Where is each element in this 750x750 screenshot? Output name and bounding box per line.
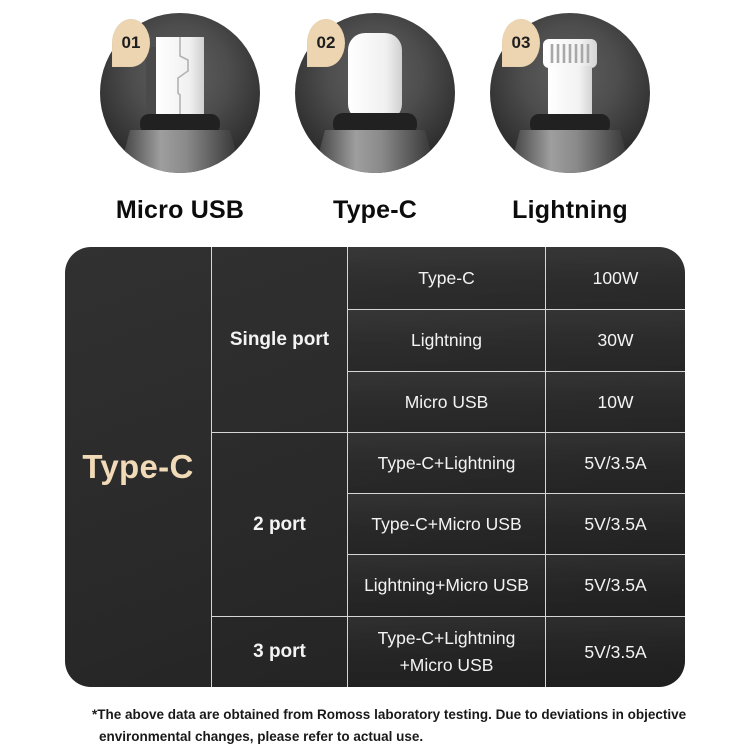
step-number: 02: [316, 33, 336, 52]
value-cell: 10W: [545, 371, 685, 432]
connector-label-type-c: Type-C: [332, 196, 418, 224]
output-spec-table: [65, 247, 685, 687]
value-cell: 5V/3.5A: [545, 493, 685, 554]
value-cell: 100W: [545, 247, 685, 309]
value-cell: 5V/3.5A: [545, 554, 685, 616]
combo-cell: Lightning+Micro USB: [347, 554, 545, 616]
connector-label-micro-usb: Micro USB: [115, 196, 245, 224]
value-cell: 5V/3.5A: [545, 432, 685, 493]
footnote-line-2: environmental changes, please refer to actual use.: [99, 729, 424, 745]
connector-gallery: [0, 0, 750, 225]
combo-cell: [347, 616, 545, 687]
combo-line-2: +Micro USB: [399, 655, 494, 675]
table-output-type-label: Type-C: [82, 448, 194, 485]
port-group-single: Single port: [211, 247, 347, 432]
step-badge-02: [307, 19, 345, 67]
combo-cell: Type-C+Micro USB: [347, 493, 545, 554]
connector-photo-wrap: [490, 13, 650, 173]
connector-photo-wrap: [100, 13, 260, 173]
connector-card-type-c: [295, 13, 455, 225]
footnote: [92, 704, 710, 748]
value-cell: 30W: [545, 309, 685, 371]
footnote-line-1: *The above data are obtained from Romoss laboratory testing. Due to deviations in objective: [92, 707, 687, 722]
connector-label-lightning: Lightning: [512, 196, 628, 224]
connector-card-lightning: [490, 13, 650, 225]
step-number: 01: [121, 33, 141, 52]
connector-card-micro-usb: [100, 13, 260, 225]
combo-cell: Type-C+Lightning: [347, 432, 545, 493]
value-cell: 5V/3.5A: [545, 616, 685, 687]
step-badge-03: [502, 19, 540, 67]
step-number: 03: [511, 33, 531, 52]
port-group-3port: 3 port: [211, 616, 347, 687]
connector-photo-wrap: [295, 13, 455, 173]
combo-cell: Micro USB: [347, 371, 545, 432]
combo-cell: Type-C: [347, 247, 545, 309]
port-group-2port: 2 port: [211, 432, 347, 616]
combo-line-1: Type-C+Lightning: [377, 627, 516, 648]
combo-cell: Lightning: [347, 309, 545, 371]
step-badge-01: [112, 19, 150, 67]
